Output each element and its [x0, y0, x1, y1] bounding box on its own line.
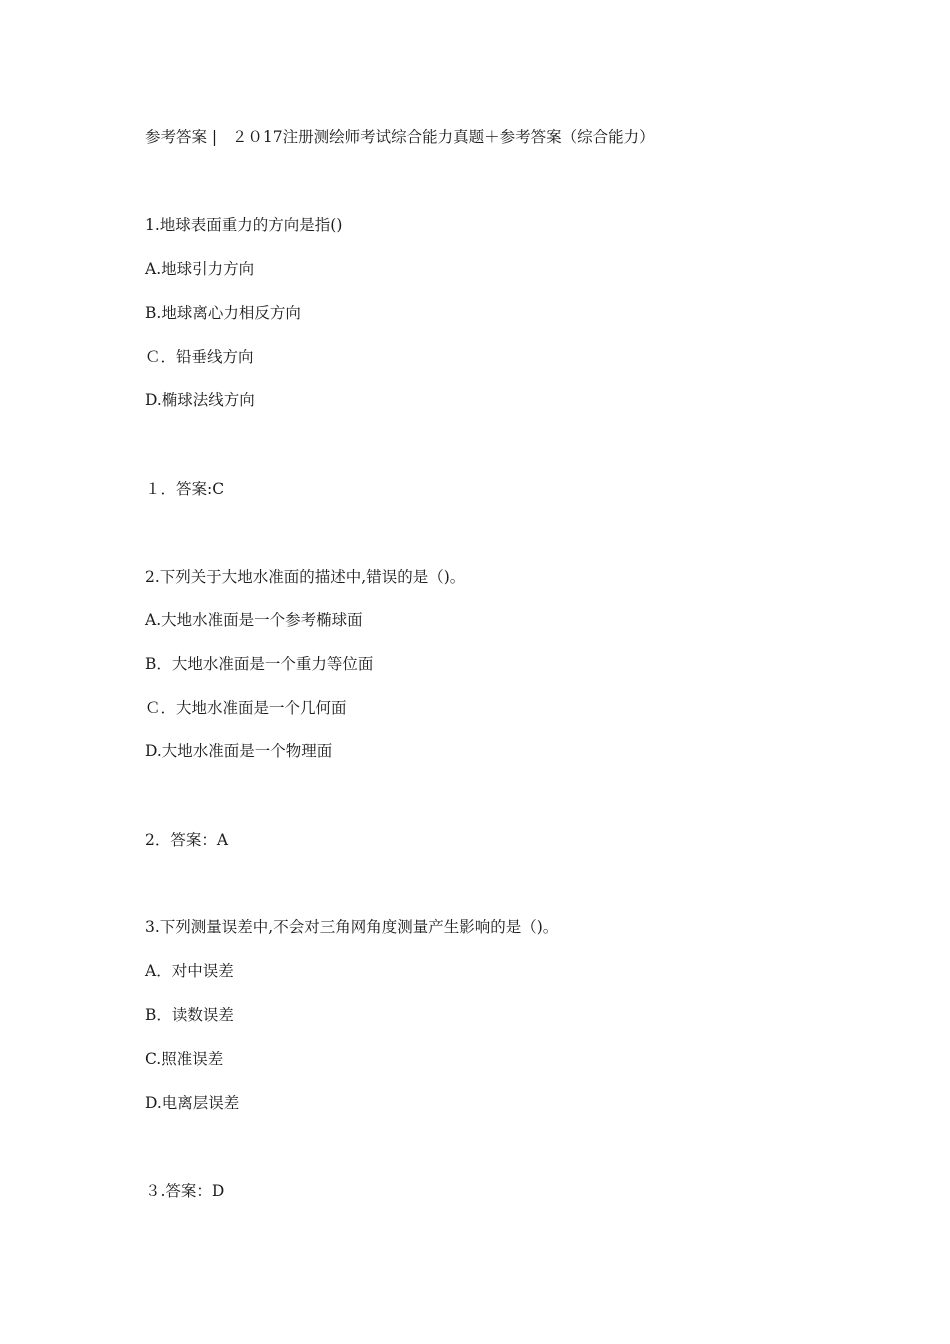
option-a: A.地球引力方向 [145, 260, 255, 278]
option-a: A.大地水准面是一个参考椭球面 [145, 611, 363, 629]
option-b: B．大地水准面是一个重力等位面 [145, 655, 374, 673]
answer-text: 2．答案：A [145, 831, 229, 849]
option-d: D.大地水准面是一个物理面 [145, 742, 333, 760]
option-b: B．读数误差 [145, 1006, 234, 1024]
option-b: B.地球离心力相反方向 [145, 304, 301, 322]
option-d: D.椭球法线方向 [145, 391, 255, 409]
answer-text: ３.答案：D [145, 1182, 225, 1200]
option-a: A．对中误差 [145, 962, 234, 980]
question-text: 1.地球表面重力的方向是指() [145, 216, 343, 234]
option-c: Ｃ．铅垂线方向 [145, 348, 254, 366]
question-text: 2.下列关于大地水准面的描述中,错误的是（)。 [145, 568, 466, 586]
page-header: 参考答案 | ２０17注册测绘师考试综合能力真题＋参考答案（综合能力） [145, 128, 655, 146]
option-c: Ｃ．大地水准面是一个几何面 [145, 699, 347, 717]
option-d: D.电离层误差 [145, 1094, 240, 1112]
option-c: C.照准误差 [145, 1050, 224, 1068]
question-text: 3.下列测量误差中,不会对三角网角度测量产生影响的是（)。 [145, 918, 559, 936]
answer-text: １．答案:C [145, 480, 225, 498]
